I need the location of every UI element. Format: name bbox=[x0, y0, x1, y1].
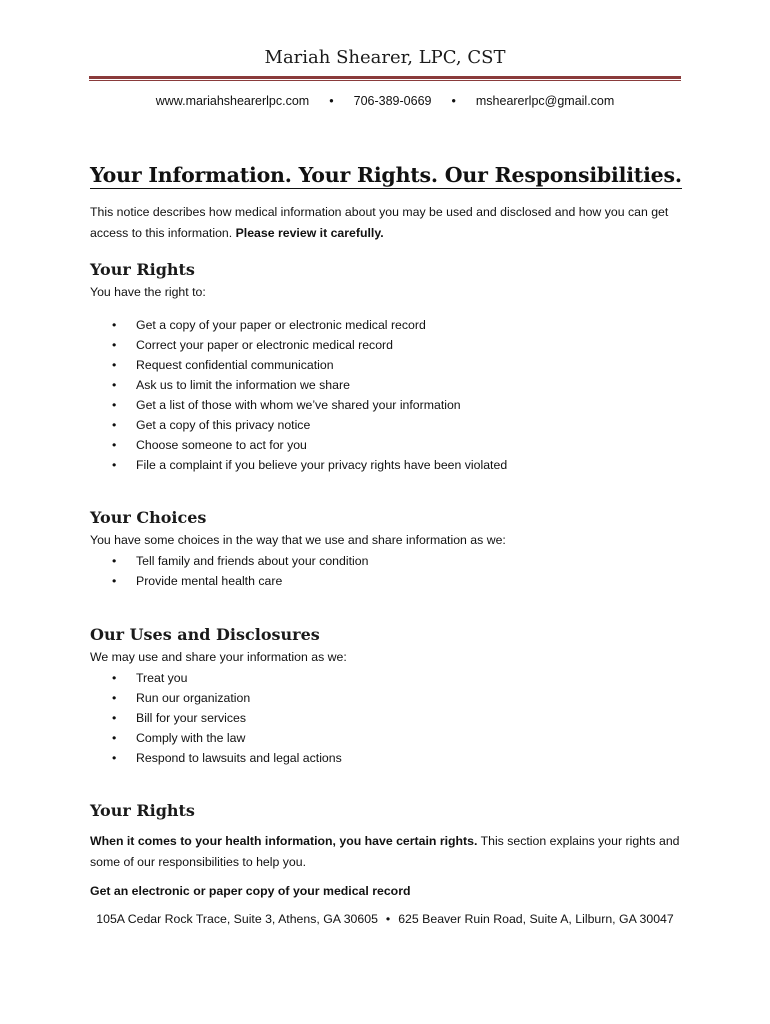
list-item bbox=[90, 688, 342, 708]
rights-detail-heading: Your Rights bbox=[90, 801, 195, 820]
bullet-icon: • bbox=[112, 418, 117, 432]
list-item-text: Comply with the law bbox=[136, 731, 246, 745]
practitioner-name: Mariah Shearer, LPC, CST bbox=[264, 47, 506, 68]
phone-number[interactable]: 706-389-0669 bbox=[353, 94, 432, 108]
list-item-text: Provide mental health care bbox=[136, 574, 283, 588]
list-item bbox=[90, 708, 342, 728]
list-item-text: Correct your paper or electronic medical record bbox=[136, 338, 393, 352]
list-item bbox=[90, 355, 507, 375]
bullet-icon: • bbox=[112, 731, 117, 745]
list-item bbox=[90, 455, 507, 475]
contact-line bbox=[0, 94, 770, 108]
list-item bbox=[90, 571, 368, 591]
bullet-icon: • bbox=[112, 554, 117, 568]
bullet-icon: • bbox=[112, 378, 117, 392]
header-rule bbox=[89, 76, 681, 79]
list-item bbox=[90, 551, 368, 571]
list-item-text: Run our organization bbox=[136, 691, 251, 705]
header-rule-thin bbox=[89, 80, 681, 81]
rights-detail-text: This section explains your rights and some of our responsibilities to help you. bbox=[90, 834, 680, 869]
uses-list bbox=[90, 668, 342, 768]
bullet-icon: • bbox=[112, 358, 117, 372]
intro-text: This notice describes how medical information about you may be used and disclosed and how you can get access to this information. bbox=[90, 205, 669, 240]
rights-detail-bold: When it comes to your health information, you have certain rights. bbox=[90, 834, 478, 848]
list-item-text: Bill for your services bbox=[136, 711, 247, 725]
uses-lead: We may use and share your information as we: bbox=[90, 650, 347, 664]
choices-heading: Your Choices bbox=[90, 508, 207, 527]
bullet-icon: • bbox=[112, 574, 117, 588]
list-item bbox=[90, 668, 342, 688]
choices-list bbox=[90, 551, 368, 591]
website-link[interactable]: www.mariahshearerlpc.com bbox=[155, 94, 310, 108]
list-item bbox=[90, 435, 507, 455]
bullet-icon: • bbox=[112, 338, 117, 352]
list-item-text: Ask us to limit the information we share bbox=[136, 378, 350, 392]
bullet-icon: • bbox=[112, 671, 117, 685]
choices-lead: You have some choices in the way that we use and share information as we: bbox=[90, 533, 506, 547]
list-item bbox=[90, 315, 507, 335]
rights-detail-paragraph bbox=[90, 831, 680, 872]
bullet-icon: • bbox=[112, 438, 117, 452]
bullet-separator: • bbox=[329, 94, 334, 108]
bullet-icon: • bbox=[112, 711, 117, 725]
bullet-icon: • bbox=[112, 751, 117, 765]
list-item-text: Respond to lawsuits and legal actions bbox=[136, 751, 342, 765]
document-title: Your Information. Your Rights. Our Responsibilities. bbox=[90, 163, 682, 187]
footer-addresses bbox=[0, 912, 770, 926]
list-item-text: File a complaint if you believe your privacy rights have been violated bbox=[136, 458, 508, 472]
list-item-text: Request confidential communication bbox=[136, 358, 334, 372]
email-link[interactable]: mshearerlpc@gmail.com bbox=[475, 94, 615, 108]
list-item bbox=[90, 748, 342, 768]
rights-summary-lead: You have the right to: bbox=[90, 285, 206, 299]
bullet-icon: • bbox=[112, 318, 117, 332]
address-athens: 105A Cedar Rock Trace, Suite 3, Athens, GA 30605 bbox=[96, 912, 378, 926]
list-item-text: Tell family and friends about your condition bbox=[136, 554, 369, 568]
rights-summary-list bbox=[90, 315, 507, 475]
address-lilburn: 625 Beaver Ruin Road, Suite A, Lilburn, GA 30047 bbox=[398, 912, 674, 926]
intro-bold: Please review it carefully. bbox=[235, 225, 384, 240]
list-item-text: Choose someone to act for you bbox=[136, 438, 307, 452]
bullet-icon: • bbox=[112, 398, 117, 412]
list-item-text: Treat you bbox=[136, 671, 188, 685]
list-item-text: Get a copy of your paper or electronic medical record bbox=[136, 318, 426, 332]
list-item-text: Get a list of those with whom we’ve shared your information bbox=[136, 398, 461, 412]
bullet-separator: • bbox=[451, 94, 456, 108]
intro-paragraph bbox=[90, 202, 690, 243]
bullet-separator: • bbox=[385, 912, 391, 926]
list-item bbox=[90, 728, 342, 748]
bullet-icon: • bbox=[112, 458, 117, 472]
rights-summary-heading: Your Rights bbox=[90, 260, 195, 279]
medical-record-subheading: Get an electronic or paper copy of your medical record bbox=[90, 884, 411, 898]
list-item bbox=[90, 395, 507, 415]
list-item bbox=[90, 415, 507, 435]
list-item bbox=[90, 375, 507, 395]
uses-heading: Our Uses and Disclosures bbox=[90, 625, 320, 644]
bullet-icon: • bbox=[112, 691, 117, 705]
list-item bbox=[90, 335, 507, 355]
list-item-text: Get a copy of this privacy notice bbox=[136, 418, 311, 432]
